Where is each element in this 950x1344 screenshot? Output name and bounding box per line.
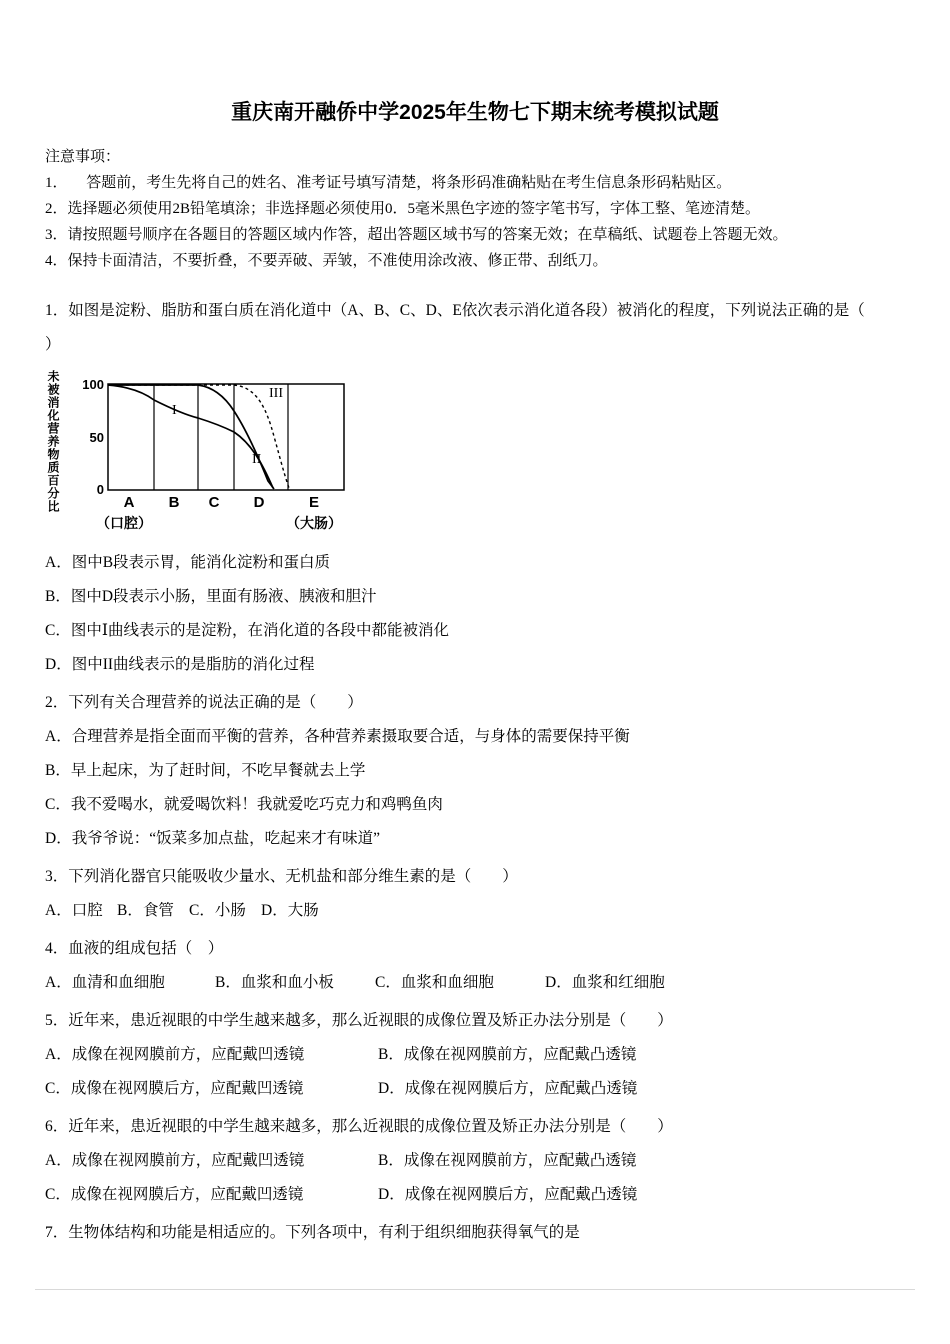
figure-y-axis-label: 未被消化营养物质百分比 (46, 370, 60, 513)
options-row (45, 966, 905, 1000)
option-c: C．图中Ⅰ曲线表示的是淀粉，在消化道的各段中都能被消化 (45, 622, 449, 639)
notice-item: 1． 答题前，考生先将自己的姓名、准考证号填写清楚，将条形码准确粘贴在考生信息条形码粘贴区。 (45, 175, 732, 191)
notice-section (45, 144, 905, 274)
y-tick-100: 100 (82, 377, 104, 392)
question-7 (45, 1216, 905, 1250)
question-stem: 5．近年来，患近视眼的中学生越来越多，那么近视眼的成像位置及矫正办法分别是（ ） (45, 1012, 673, 1029)
options-row (45, 1072, 905, 1106)
digestion-curves-svg (62, 370, 362, 542)
question-stem: 2．下列有关合理营养的说法正确的是（ ） (45, 694, 363, 711)
options-row (45, 894, 905, 928)
curve-label-II: II (252, 452, 262, 467)
option-c: C．我不爱喝水，就爱喝饮料！我就爱吃巧克力和鸡鸭鱼肉 (45, 796, 443, 813)
option-a: A．口腔 (45, 902, 103, 919)
y-tick-50: 50 (89, 430, 104, 445)
question-stem-continuation: ） (45, 336, 61, 353)
notice-item: 3．请按照题号顺序在各题目的答题区域内作答，超出答题区域书写的答案无效；在草稿纸、试题卷上答题无效。 (45, 227, 788, 243)
option-d: D．成像在视网膜后方，应配戴凸透镜 (378, 1186, 638, 1203)
option-b: B．成像在视网膜前方，应配戴凸透镜 (378, 1046, 637, 1063)
question-stem: 7．生物体结构和功能是相适应的。下列各项中，有利于组织细胞获得氧气的是 (45, 1224, 580, 1241)
option-d: D．图中II曲线表示的是脂肪的消化过程 (45, 656, 315, 673)
x-end-label: （大肠） (286, 515, 342, 531)
option-d: D．血浆和红细胞 (545, 974, 665, 991)
options-row (45, 1144, 905, 1178)
question-5 (45, 1004, 905, 1106)
option-a: A．血清和血细胞 (45, 974, 165, 991)
question-4 (45, 932, 905, 1000)
x-tick-E: E (308, 494, 320, 511)
option-a: A．合理营养是指全面而平衡的营养，各种营养素摄取要合适，与身体的需要保持平衡 (45, 728, 630, 745)
notice-heading: 注意事项： (45, 149, 121, 165)
options-row (45, 1178, 905, 1212)
page-title: 重庆南开融侨中学2025年生物七下期末统考模拟试题 (231, 101, 719, 124)
option-c: C．成像在视网膜后方，应配戴凹透镜 (45, 1186, 304, 1203)
x-tick-C: C (208, 494, 220, 511)
question-6 (45, 1110, 905, 1212)
option-a: A．成像在视网膜前方，应配戴凹透镜 (45, 1046, 305, 1063)
question-2 (45, 686, 905, 856)
notice-item: 2．选择题必须使用2B铅笔填涂；非选择题必须使用0．5毫米黑色字迹的签字笔书写，字体工整、笔迹清楚。 (45, 201, 761, 217)
digestion-figure (45, 370, 905, 542)
question-3 (45, 860, 905, 928)
option-b: B．食管 (117, 902, 174, 919)
option-b: B．图中D段表示小肠，里面有肠液、胰液和胆汁 (45, 588, 377, 605)
x-tick-D: D (253, 494, 265, 511)
question-stem: 4．血液的组成包括（ ） (45, 940, 224, 957)
option-a: A．成像在视网膜前方，应配戴凹透镜 (45, 1152, 305, 1169)
question-stem: 6．近年来，患近视眼的中学生越来越多，那么近视眼的成像位置及矫正办法分别是（ ） (45, 1118, 673, 1135)
option-a: A．图中B段表示胃，能消化淀粉和蛋白质 (45, 554, 331, 571)
option-c: C．小肠 (189, 902, 246, 919)
curve-protein (108, 385, 274, 489)
question-1 (45, 294, 905, 682)
option-d: D．大肠 (261, 902, 319, 919)
scan-artifact-line (35, 1289, 915, 1290)
notice-item: 4．保持卡面清洁，不要折叠，不要弄破、弄皱，不准使用涂改液、修正带、刮纸刀。 (45, 253, 608, 269)
options-row (45, 1038, 905, 1072)
option-b: B．早上起床，为了赶时间，不吃早餐就去上学 (45, 762, 366, 779)
option-d: D．成像在视网膜后方，应配戴凸透镜 (378, 1080, 638, 1097)
option-c: C．血浆和血细胞 (375, 974, 494, 991)
option-c: C．成像在视网膜后方，应配戴凹透镜 (45, 1080, 304, 1097)
option-b: B．血浆和血小板 (215, 974, 334, 991)
question-stem: 1．如图是淀粉、脂肪和蛋白质在消化道中（A、B、C、D、E依次表示消化道各段）被消化的程度，下列说法正确的是（ (45, 302, 865, 319)
y-tick-0: 0 (96, 482, 104, 497)
curve-label-III: III (269, 386, 283, 401)
x-tick-A: A (123, 494, 135, 511)
curve-label-I: I (172, 403, 177, 418)
x-start-label: （口腔） (96, 515, 152, 531)
option-d: D．我爷爷说：“饭菜多加点盐，吃起来才有味道” (45, 830, 380, 847)
question-stem: 3．下列消化器官只能吸收少量水、无机盐和部分维生素的是（ ） (45, 868, 518, 885)
x-tick-B: B (168, 494, 180, 511)
option-b: B．成像在视网膜前方，应配戴凸透镜 (378, 1152, 637, 1169)
